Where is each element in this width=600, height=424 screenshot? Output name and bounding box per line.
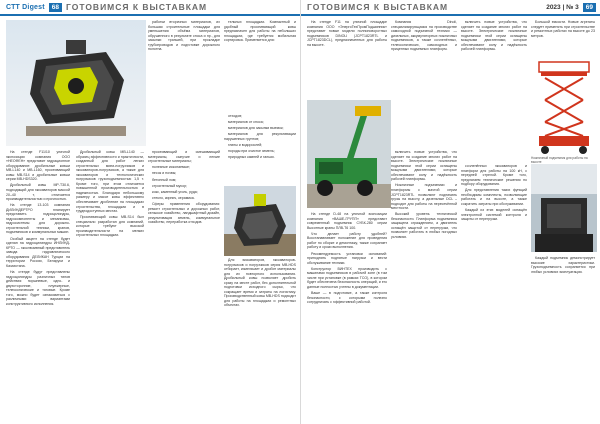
paragraph: Высокий уровень технической безопасности. Платформа подъемника защищена ограждением, а двигатель оснащён защитой от перегрузки, что позволяет работать в любых погодных условиях.: [391, 212, 457, 240]
paragraph: полезные ископаемые;: [152, 165, 191, 170]
crusher-bucket-photo: [6, 20, 146, 146]
paragraph: Для представления таких функций необходимы комплекты, позволяющие работать и на высоте, а также сократить затраты при обслуживании.: [461, 188, 527, 206]
paragraph: работки вторичных материалов, их большая строительные площадки для уменьшения объёма материалов, обрушенного в результате сноса и пр., для засыпки траншей, при прокладке трубопроводов и подготовке дорожного полотна.: [148, 20, 220, 52]
left-col-4-list: [224, 114, 296, 184]
paragraph: стекло, кирпич, керамика.: [152, 195, 195, 200]
left-col-2: [76, 150, 144, 422]
list-item: материалов для засыпки выемок;: [228, 126, 284, 131]
paragraph: Конструктор ВИНТЕХ производить с машинами подъемников в рабочей зоне (в том числе при установке (в рамках ТСО), в котором будет обеспечена безопасность операций, и его данные полностью учтены в документации.: [307, 266, 387, 289]
paragraph: Рекомендуемость установки оснований: приподнять поднятые нагрузки и вести обслуживание техники.: [307, 251, 387, 265]
paragraph: Вашe — в подготовке, а также контроля безопасности, с которыми полезно сотрудничать с эффективной работой.: [307, 291, 387, 305]
list-item: природных камней и гальки.: [228, 155, 275, 160]
scissor-lift-photo: [531, 56, 597, 156]
rubric-left: ГОТОВИМСЯ К ВЫСТАВКАМ: [66, 2, 208, 12]
paragraph: Просеивающий ковш MB-S14 был специально разработан для компаний, которые требуют высокой производительности на мелких строительных площадках.: [76, 215, 144, 238]
paragraph: кокс, каменный уголь, руда;: [152, 189, 198, 194]
right-col-3: [461, 164, 527, 422]
rubric-right: ГОТОВИМСЯ К ВЫСТАВКАМ: [307, 2, 449, 12]
paragraph: На стенде F11/10 уличной экспозиции компания ООО «НЕОФЕН» представит гидрационное оборудование: дробильные ковши MB-L140 и MB-L160, просеивающий ковш MB-S14 и дробильные ковши серии MB-HDS320.: [6, 150, 70, 182]
screening-bucket-photo: [224, 186, 296, 256]
paragraph: включить новые устройства, что сделает на создание многих работ на высоте. Электрические ножничные подъемники этой серии оснащены мощными двигателями, которые обеспечивают силу и надёжность рабочей платформы.: [391, 150, 457, 182]
left-col-1: [6, 150, 70, 422]
paragraph: На стенде D-48 на уличной экспозиции компания «ВАШЕ-ГРУПП» представит современный подъемник СУБК-280 серии Высотные краны ПЛВ-Т6 100.: [307, 212, 387, 230]
paragraph: Компания Dinoli, специализирующаяся на производстве самоходной подъемной техники — дизельных, аккумуляторных ножничных подъемников, а также сочленённых, телескопических, самоходных и прицепных подъемных платформ.: [391, 20, 457, 52]
left-col-4-top: [224, 20, 296, 112]
list-item: породы при очистке земель;: [228, 149, 275, 154]
photo-caption: Ножничный подъемник для работы на высоте: [531, 156, 588, 164]
paragraph: просеивающий и смешивающий материалы, сыпучие и легкие строительные материалы;: [148, 150, 220, 164]
paragraph: Сферы применения оборудования: ремонт строительных и дорожных работ, сельское хозяйство, ландшафтный дизайн, рекультивация земель, коммунальное хозяйство, переработка отходов.: [148, 202, 220, 225]
paragraph: Каждый подъемник демонстрирует высокие характеристики. Грузоподъемность сохраняется при любых условиях эксплуатации.: [531, 256, 595, 274]
left-header: [0, 0, 300, 16]
right-col-4-top: [531, 20, 595, 60]
boom-lift-photo: [307, 100, 391, 208]
right-col-4: [531, 256, 595, 422]
paragraph: На стенде будут представлены гидроцилиндры различных типов действия: поршневые, одно- и двухсторонние, плунжерные, телескопические и тяговые. Кроме того, можно будет ознакомиться с различными вариантами конструктивного исполнения.: [6, 270, 70, 306]
paragraph: включить новые устройства, что сделает на создание многих работ на высоте. Электрические ножничные подъемники этой серии оснащены мощными двигателями, которые обеспечивают силу и надёжность рабочей платформы.: [461, 20, 527, 52]
paragraph: На стенде F11 на уличной площадке компания ООО «ЭнергоТехПромПодшипник» представит новые модели полноповоротных подъемников DINOLI (JCPT1823RTL и JCPT1823DCL), предназначенных для работы на высоте.: [307, 20, 387, 47]
left-col-3: [148, 150, 220, 422]
right-col-1-top: [307, 20, 387, 100]
cab-interior-photo: [531, 164, 597, 252]
paragraph: Дробильный ковш MB-L140 — образец эффективности и практичности, созданный для работ легких строительных мини-погрузчиков и экскаваторов-погрузчиков, а также для экскаваторов и технологических погрузчиков грузоподъемностью 1,5 т. Кроме того, при этом отличается повышенной производительностью и надежностью. Благодаря небольшому размеру и массе ковш эффективно обеспечивает дробление на площадках строительства, площадках и в труднодоступных местах.: [76, 150, 144, 214]
right-page: [300, 0, 600, 424]
page-number-left: 68: [49, 3, 62, 12]
paragraph: Дробильный ковш MP-T30.6, подходящий для экскаваторов массой 20–40 т, отличается производительностью и прочностью.: [6, 183, 70, 202]
paragraph: Ножничные подъемники и платформы с мачтой серии JCPT1823RTL позволяют поднимать грузы на высоту, а дизельные DCL – подходят для работы на пересечённой местности.: [391, 183, 457, 211]
page-number-right: 69: [583, 3, 596, 12]
right-col-1-bottom: [307, 212, 387, 422]
right-col-2: [391, 150, 457, 422]
left-col-4-bottom: [224, 258, 296, 422]
paragraph: тельных площадках. Компактный и удобный просеивающий ковш предназначен для работы на небольших площадках, где требуется мобильная сортировка. Применяется для:: [224, 20, 296, 43]
paragraph: Большой емкости. Новые агрегаты следует применять при строительстве и ремонтных работах на высоте до 23 метров.: [531, 20, 595, 38]
paragraph: Особый акцент на стенде будет сделан на гидроцилиндры ИНЛИНД-КРТО — эксклюзивный представитель завода гидравлического оборудования ДЕЛИКАН Турции на территории России, Беларуси и Казахстана.: [6, 236, 70, 268]
paragraph: Каждый из этих моделей оснащён электронной системой контроля и защиты от перегрузки.: [461, 208, 527, 222]
paragraph: строительный мусор;: [152, 183, 188, 188]
right-col-2-top: [391, 20, 457, 150]
magazine-logo: СТТ Digest: [6, 3, 45, 11]
paragraph: песок и почвы;: [152, 171, 177, 176]
list-item: отходов;: [228, 114, 243, 118]
paragraph: Для экскаваторов, экскаваторов-погрузчиков и погрузчиков серия MB-HDS отбирает, измельчает и дробит материалы для их повторного использования. Дробильный ковш позволяет дробить сразу на месте работ, без дополнительной подготовки исходного сырья, что сокращает время и затраты на логистику. Производственный ковш MB-HDS подходит для работы на площадках и ремонтных объектах.: [224, 258, 296, 308]
left-col-2-top: [148, 20, 220, 150]
paragraph: сочленённых экскаваторов и платформ для работы на 100 кН, с передней стрелой. Кроме того, предлагаем технические решения по подбору оборудования.: [461, 164, 527, 187]
list-item: глины и водорослей;: [228, 143, 263, 148]
paragraph: бетонный лом;: [152, 177, 177, 182]
right-col-3-top: [461, 20, 527, 150]
right-header: [301, 0, 600, 16]
paragraph: На стенде 13-103 компания ДИЛИНДЕРТРО планирует представить гидроцилиндры, гидрокомпоненты и механизмы, гидросистемы для дорожно-строительной техники, кранов, подъемников и коммунальных машин.: [6, 203, 70, 235]
list-item: материалов от сноса;: [228, 120, 264, 125]
list-item: материалов для рекультивации нарушенных грунтов;: [224, 132, 296, 141]
paragraph: Что делает работу удобней? Восстанавливает положение для проведения работ по сборке и демонтажу, также сохраняет работу и сроки выполнения.: [307, 231, 387, 250]
issue-number: 2023 | № 3: [546, 3, 579, 11]
